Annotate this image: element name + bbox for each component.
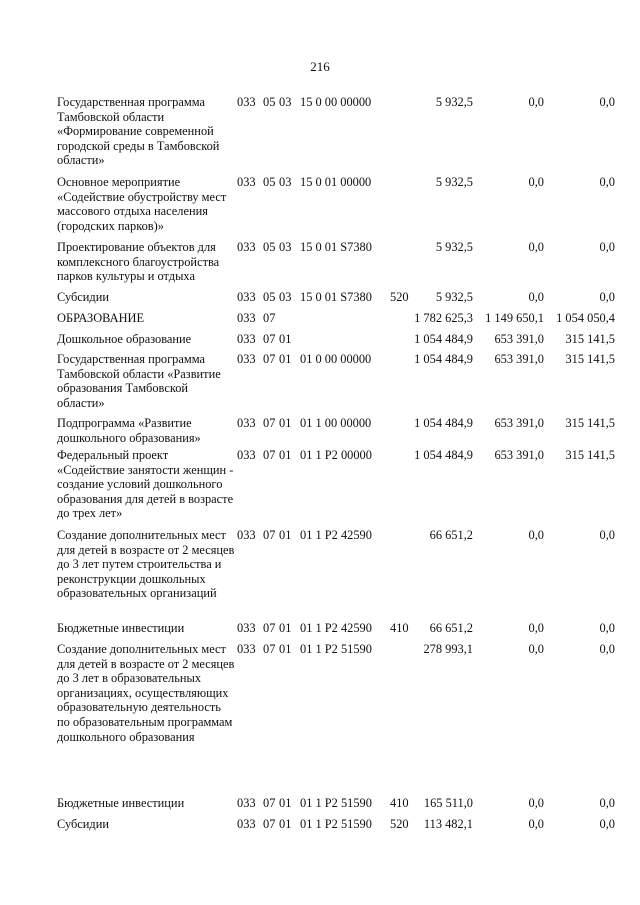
row-amount-year1: 1 782 625,3 [414, 311, 473, 325]
row-grbs: 033 [237, 448, 256, 462]
row-amount-year3: 315 141,5 [565, 332, 615, 346]
row-rz: 07 [263, 528, 276, 542]
row-amount-year1: 113 482,1 [423, 817, 473, 831]
row-name: Субсидии [57, 817, 109, 831]
row-pr: 01 [279, 817, 292, 831]
row-amount-year1: 5 932,5 [435, 95, 473, 109]
row-amount-year2: 0,0 [528, 621, 544, 635]
row-pr: 01 [279, 416, 292, 430]
row-csr: 01 1 P2 51590 [300, 796, 372, 810]
row-amount-year1: 5 932,5 [435, 240, 473, 254]
row-rz: 07 [263, 311, 276, 325]
row-csr: 01 1 P2 51590 [300, 817, 372, 831]
row-vr: 520 [390, 290, 409, 304]
row-grbs: 033 [237, 332, 256, 346]
row-rz: 07 [263, 448, 276, 462]
row-grbs: 033 [237, 796, 256, 810]
row-vr: 410 [390, 621, 409, 635]
row-csr: 15 0 01 S7380 [300, 290, 372, 304]
row-csr: 01 1 00 00000 [300, 416, 372, 430]
row-amount-year3: 0,0 [599, 240, 615, 254]
row-name: Дошкольное образование [57, 332, 192, 346]
row-name: Создание дополнительных мест для детей в возрасте от 2 месяцев до 3 лет путем строительства и реконструкции дошкольных образовательных организаций [57, 528, 235, 601]
row-grbs: 033 [237, 240, 256, 254]
row-amount-year2: 653 391,0 [494, 448, 544, 462]
row-amount-year3: 0,0 [599, 817, 615, 831]
row-amount-year2: 1 149 650,1 [485, 311, 544, 325]
row-amount-year3: 315 141,5 [565, 352, 615, 366]
row-amount-year1: 1 054 484,9 [414, 352, 473, 366]
row-rz: 07 [263, 332, 276, 346]
row-name: Федеральный проект «Содействие занятости женщин - создание условий дошкольного образования для детей в возрасте до трех лет» [57, 448, 234, 521]
row-amount-year2: 0,0 [528, 175, 544, 189]
row-pr: 01 [279, 448, 292, 462]
row-amount-year2: 0,0 [528, 817, 544, 831]
row-name: Проектирование объектов для комплексного благоустройства парков культуры и отдыха [57, 240, 220, 284]
row-amount-year3: 315 141,5 [565, 448, 615, 462]
row-amount-year3: 0,0 [599, 621, 615, 635]
row-amount-year3: 1 054 050,4 [556, 311, 615, 325]
row-rz: 05 [263, 95, 276, 109]
row-name: ОБРАЗОВАНИЕ [57, 311, 145, 325]
row-name: Создание дополнительных мест для детей в возрасте от 2 месяцев до 3 лет в образовательных организациях, осуществляющих образовательную деятельность по образовательным программам дошкольного образования [57, 642, 235, 744]
row-grbs: 033 [237, 416, 256, 430]
row-amount-year1: 66 651,2 [429, 528, 473, 542]
page-number: 216 [310, 59, 330, 74]
row-grbs: 033 [237, 642, 256, 656]
row-amount-year1: 1 054 484,9 [414, 448, 473, 462]
row-amount-year2: 0,0 [528, 796, 544, 810]
row-amount-year2: 0,0 [528, 642, 544, 656]
row-grbs: 033 [237, 175, 256, 189]
row-vr: 520 [390, 817, 409, 831]
row-name: Государственная программа Тамбовской области «Развитие образования Тамбовской области» [57, 352, 221, 410]
row-pr: 01 [279, 642, 292, 656]
row-amount-year1: 5 932,5 [435, 175, 473, 189]
row-csr: 15 0 01 00000 [300, 175, 372, 189]
row-amount-year1: 165 511,0 [423, 796, 473, 810]
row-grbs: 033 [237, 311, 256, 325]
row-amount-year3: 0,0 [599, 290, 615, 304]
row-amount-year2: 653 391,0 [494, 332, 544, 346]
row-vr: 410 [390, 796, 409, 810]
row-amount-year1: 5 932,5 [435, 290, 473, 304]
row-amount-year3: 315 141,5 [565, 416, 615, 430]
row-grbs: 033 [237, 817, 256, 831]
row-rz: 07 [263, 621, 276, 635]
row-csr: 01 0 00 00000 [300, 352, 372, 366]
row-amount-year2: 0,0 [528, 290, 544, 304]
row-name: Бюджетные инвестиции [57, 621, 185, 635]
row-amount-year3: 0,0 [599, 95, 615, 109]
row-pr: 01 [279, 796, 292, 810]
row-name: Бюджетные инвестиции [57, 796, 185, 810]
row-rz: 07 [263, 642, 276, 656]
row-rz: 07 [263, 817, 276, 831]
row-csr: 01 1 P2 51590 [300, 642, 372, 656]
row-csr: 15 0 01 S7380 [300, 240, 372, 254]
row-grbs: 033 [237, 95, 256, 109]
row-amount-year2: 0,0 [528, 240, 544, 254]
row-amount-year1: 278 993,1 [423, 642, 473, 656]
row-amount-year1: 66 651,2 [429, 621, 473, 635]
row-grbs: 033 [237, 621, 256, 635]
row-amount-year1: 1 054 484,9 [414, 416, 473, 430]
row-amount-year3: 0,0 [599, 796, 615, 810]
row-amount-year2: 0,0 [528, 528, 544, 542]
row-rz: 07 [263, 796, 276, 810]
row-rz: 07 [263, 416, 276, 430]
row-grbs: 033 [237, 290, 256, 304]
row-amount-year1: 1 054 484,9 [414, 332, 473, 346]
row-name: Подпрограмма «Развитие дошкольного образования» [57, 416, 201, 445]
row-name: Государственная программа Тамбовской области «Формирование современной городской среды в Тамбовской области» [57, 95, 220, 168]
row-rz: 07 [263, 352, 276, 366]
row-amount-year2: 653 391,0 [494, 416, 544, 430]
row-pr: 01 [279, 352, 292, 366]
row-amount-year3: 0,0 [599, 528, 615, 542]
row-name: Основное мероприятие «Содействие обустройству мест массового отдыха населения (городских парков)» [57, 175, 227, 233]
row-rz: 05 [263, 240, 276, 254]
row-csr: 01 1 P2 42590 [300, 528, 372, 542]
row-name: Субсидии [57, 290, 109, 304]
row-grbs: 033 [237, 352, 256, 366]
row-csr: 15 0 00 00000 [300, 95, 372, 109]
row-pr: 03 [279, 175, 292, 189]
row-grbs: 033 [237, 528, 256, 542]
row-amount-year2: 0,0 [528, 95, 544, 109]
row-amount-year3: 0,0 [599, 175, 615, 189]
row-pr: 01 [279, 528, 292, 542]
row-amount-year2: 653 391,0 [494, 352, 544, 366]
row-pr: 03 [279, 240, 292, 254]
row-pr: 03 [279, 290, 292, 304]
row-rz: 05 [263, 175, 276, 189]
row-pr: 03 [279, 95, 292, 109]
row-pr: 01 [279, 621, 292, 635]
row-csr: 01 1 P2 00000 [300, 448, 372, 462]
row-csr: 01 1 P2 42590 [300, 621, 372, 635]
row-amount-year3: 0,0 [599, 642, 615, 656]
row-pr: 01 [279, 332, 292, 346]
row-rz: 05 [263, 290, 276, 304]
